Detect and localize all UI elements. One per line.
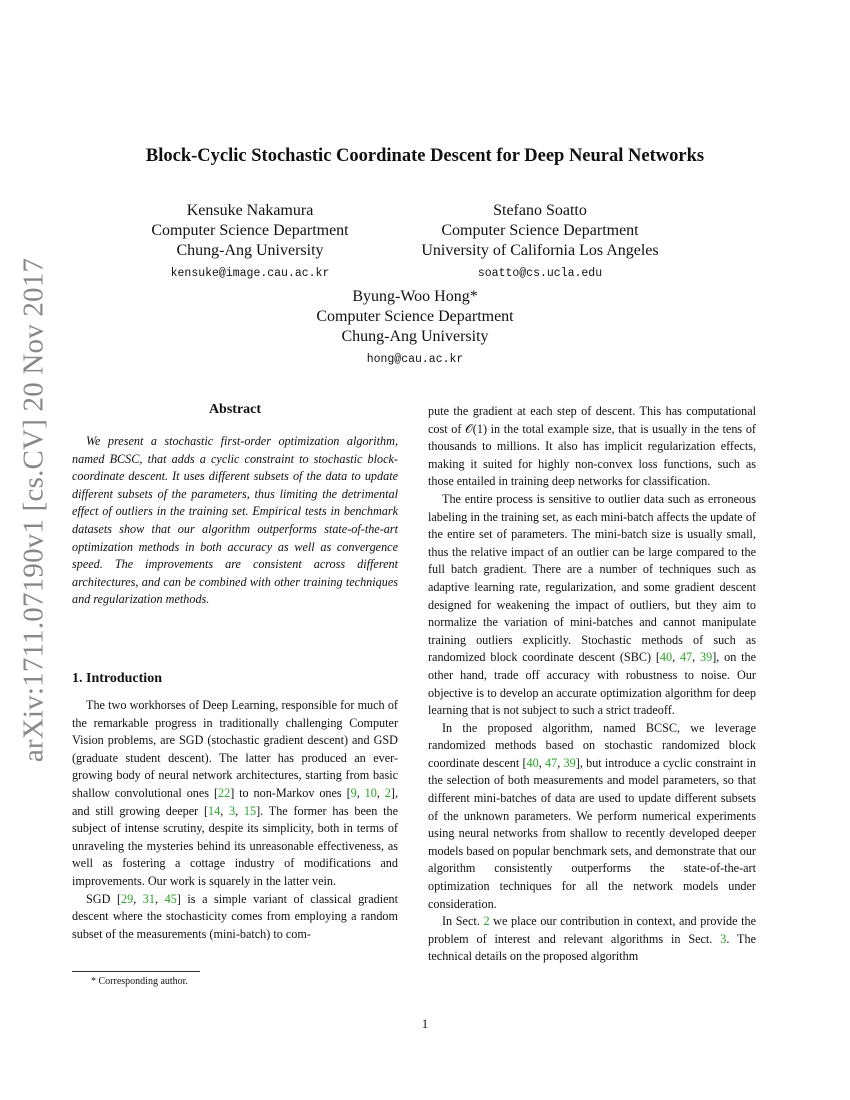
citation-link[interactable]: 14: [208, 803, 221, 818]
paragraph: [428, 403, 756, 491]
abstract-text: We present a stochastic first-order optimization algorithm, named BCSC, that adds a cyclic constraint to stochastic block-coordinate descent. It uses different subsets of the data to update different subsets of the parameters, thus limiting the detrimental effect of outliers in the training set. Empirical tests in benchmark datasets show that our algorithm outperforms state-of-the-art optimization methods in both accuracy as well as convergence speed. The improvements are consistent across different architectures, and can be combined with other training techniques and regularization methods.: [72, 434, 398, 607]
citation-link[interactable]: 39: [700, 650, 713, 665]
citation-link[interactable]: 39: [563, 755, 576, 770]
author-dept: Computer Science Department: [441, 222, 639, 239]
citation-link[interactable]: 31: [142, 891, 155, 906]
text-run: ,: [220, 803, 230, 818]
text-run: ,: [376, 785, 385, 800]
author-name: Byung-Woo Hong*: [352, 288, 478, 305]
text-run: ], but introduce a cyclic constraint in the selection of both measurements and model parameters, so that different mini-batches of data are used to update different subsets of the unknown parameters. We perform numerical experiments using neural networks from shallow to recently developed deeper models based on popular benchmark sets, and demonstrate that our algorithm consistently outperforms the state-of-the-art optimization techniques for all the network models under consideration.: [428, 755, 757, 911]
text-run: pute the gradient at each step of descent. This has computational cost of: [428, 404, 756, 436]
arxiv-id-text: arXiv:1711.07190v1 [cs.CV] 20 Nov 2017: [17, 257, 50, 763]
text-run: ] to non-Markov ones [: [230, 785, 351, 800]
footnote: * Corresponding author.: [91, 976, 188, 987]
abstract-heading: Abstract: [208, 402, 262, 417]
citation-link[interactable]: 40: [526, 755, 539, 770]
author-name: Kensuke Nakamura: [186, 202, 314, 219]
citation-link[interactable]: 15: [243, 803, 257, 818]
text-run: ]. The former has been the subject of intense scrutiny, despite its simplicity, both in terms of unraveling the mysteries behind its unreasonable effectiveness, as well as fostering a cottage industry of modifications and improvements. Our work is squarely in the latter vein.: [72, 803, 398, 888]
math-expression: 𝒪(1): [465, 421, 487, 436]
text-run: In the proposed algorithm, named BCSC, we leverage randomized methods based on stochastic randomized block coordinate descent [: [428, 720, 756, 770]
text-run: In Sect.: [442, 914, 484, 929]
text-run: ,: [538, 755, 546, 770]
text-run: ,: [356, 785, 365, 800]
author-dept: Computer Science Department: [316, 308, 514, 325]
left-column-body: [72, 697, 398, 943]
paragraph: [428, 720, 756, 914]
author-block-1: [150, 201, 350, 284]
text-run: ,: [235, 803, 244, 818]
citation-link[interactable]: 29: [121, 891, 134, 906]
author-name: Stefano Soatto: [493, 202, 587, 219]
page-number: 1: [421, 1017, 429, 1031]
text-run: . The technical details on the proposed algorithm: [428, 931, 756, 964]
citation-link[interactable]: 9: [350, 785, 357, 800]
arxiv-identifier: [14, 230, 54, 790]
citation-link[interactable]: 47: [545, 755, 558, 770]
citation-link[interactable]: 3: [229, 803, 236, 818]
citation-link[interactable]: 45: [164, 891, 177, 906]
author-univ: Chung-Ang University: [341, 328, 489, 345]
paragraph: [72, 697, 398, 891]
text-run: ,: [133, 891, 143, 906]
paragraph: [72, 891, 398, 944]
author-dept: Computer Science Department: [151, 222, 349, 239]
author-univ: University of California Los Angeles: [421, 242, 659, 259]
text-run: ,: [672, 650, 680, 665]
footnote-rule: [72, 971, 200, 972]
text-run: SGD [: [86, 891, 121, 906]
citation-link[interactable]: 47: [679, 650, 693, 665]
text-run: ] is a simple variant of classical gradient descent where the stochasticity comes from employing a random subset of the measurements (mini-batch) to com-: [72, 891, 398, 941]
text-run: ,: [154, 891, 165, 906]
text-run: ], and still growing deeper [: [72, 785, 398, 818]
citation-link[interactable]: 10: [364, 785, 377, 800]
author-block-2: [400, 201, 680, 284]
text-run: we place our contribution in context, and provide the problem of interest and relevant algorithms in Sect.: [428, 914, 756, 946]
citation-link[interactable]: 22: [218, 785, 231, 800]
citation-link[interactable]: 3: [720, 931, 727, 946]
right-column-body: [428, 403, 756, 966]
text-run: ,: [692, 650, 701, 665]
author-email: soatto@cs.ucla.edu: [477, 267, 603, 280]
text-run: The entire process is sensitive to outlier data such as erroneous labeling in the training set, as each mini-batch affects the update of the entire set of parameters. The mini-batch size is usually small, thus the relative impact of an outlier can be large compared to the full batch gradient. There are a number of techniques such as adaptive learning rate, regularization, and some gradient descent designed for weakening the impact of outliers, but they aim to normalize the variation of mini-batches and cannot manipulate training outliers explicitly. Stochastic methods of such as randomized block coordinate descent (SBC) [: [428, 491, 756, 665]
paragraph: [428, 491, 756, 720]
text-run: ], on the other hand, trade off accuracy with robustness to noise. Our objective is to develop an accurate optimization algorithm for deep learning that is not subject to such a strict tradeoff.: [428, 650, 757, 718]
paper-title: Block-Cyclic Stochastic Coordinate Descent for Deep Neural Networks: [145, 146, 705, 166]
author-block-3: [275, 287, 555, 370]
author-email: hong@cau.ac.kr: [366, 353, 464, 366]
author-email: kensuke@image.cau.ac.kr: [170, 267, 330, 280]
text-run: ,: [557, 755, 564, 770]
citation-link[interactable]: 2: [384, 785, 391, 800]
text-run: The two workhorses of Deep Learning, responsible for much of the remarkable progress in traditionally challenging Computer Vision problems, are SGD (stochastic gradient descent) and GSD (graduate student descent). The latter has produced an ever-growing body of neural network architectures, starting from basic shallow convolutional ones [: [72, 698, 398, 800]
author-univ: Chung-Ang University: [176, 242, 324, 259]
citation-link[interactable]: 40: [659, 650, 673, 665]
paragraph: [428, 913, 756, 966]
text-run: in the total example size, that is usually in the tens of thousands to millions. It also has implicit regularization effects, making it suited for highly non-convex loss functions, such as those entailed in training deep networks for classification.: [428, 421, 756, 489]
citation-link[interactable]: 2: [483, 914, 490, 929]
introduction-heading: 1. Introduction: [72, 671, 162, 686]
